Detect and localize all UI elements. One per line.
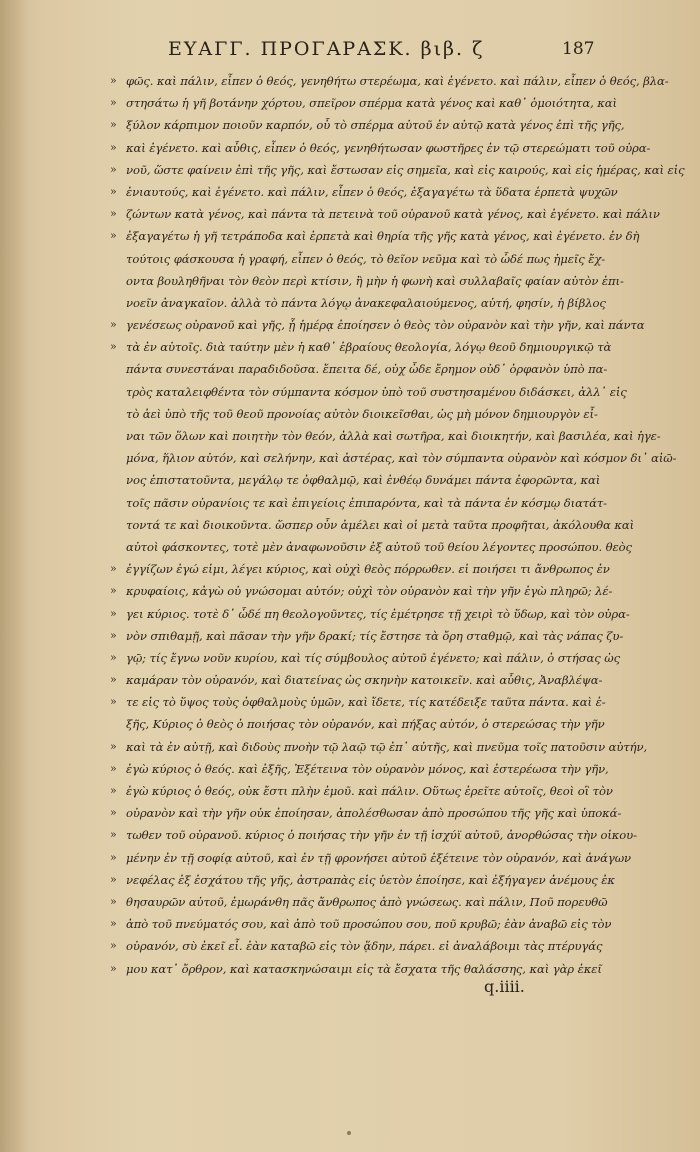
text-line — [76, 114, 625, 136]
quotation-mark: » — [110, 628, 117, 642]
signature-mark: q.iiii. — [484, 977, 525, 996]
line-text: νος ἐπιστατοῦντα, μεγάλῳ τε ὀφθαλμῷ, καὶ ἐνθέῳ δυνάμει πάντα ἐφορῶντα, καὶ — [126, 473, 601, 488]
quotation-mark: » — [110, 872, 117, 886]
line-text: ναι τῶν ὅλων καὶ ποιητὴν τὸν θεόν, ἀλλὰ καὶ σωτῆρα, καὶ διοικητήν, καὶ βασιλέα, καὶ ἡγε- — [126, 429, 661, 443]
text-line — [76, 536, 632, 558]
text-line — [76, 558, 610, 580]
quotation-mark: » — [110, 695, 117, 709]
text-line — [76, 425, 661, 447]
line-text: ἐγγίζων ἐγώ εἰμι, λέγει κύριος, καὶ οὐχὶ θεὸς πόρρωθεν. εἰ ποιήσει τι ἄνθρωπος ἐν — [126, 562, 610, 577]
quotation-mark: » — [110, 184, 117, 198]
text-line — [76, 514, 635, 536]
line-text: ἐνιαυτούς, καὶ ἐγένετο. καὶ πάλιν, εἶπεν ὁ θεός, ἐξαγαγέτω τὰ ὕδατα ἑρπετὰ ψυχῶν — [126, 184, 618, 199]
quotation-mark: » — [110, 894, 117, 908]
text-line — [76, 381, 627, 403]
line-text: νοεῖν ἀναγκαῖον. ἀλλὰ τὸ πάντα λόγῳ ἀνακεφαλαιούμενος, αὐτή, φησίν, ἡ βίβλος — [126, 295, 606, 310]
text-line — [76, 203, 660, 225]
quotation-mark: » — [110, 939, 117, 953]
text-line — [76, 891, 608, 913]
text-line — [76, 358, 608, 380]
text-line — [76, 847, 631, 869]
text-line — [76, 159, 685, 181]
text-line — [76, 70, 669, 92]
quotation-mark: » — [110, 806, 117, 820]
quotation-mark: » — [110, 961, 117, 975]
line-text: αὐτοὶ φάσκοντες, τοτὲ μὲν ἀναφωνοῦσιν ἐξ αὐτοῦ τοῦ θείου λέγοντες προσώπου. θεὸς — [126, 539, 632, 554]
quotation-mark: » — [110, 761, 117, 775]
text-line — [76, 92, 617, 114]
line-text: μου κατ᾽ ὄρθρον, καὶ κατασκηνώσαιμι εἰς τὰ ἔσχατα τῆς θαλάσσης, καὶ γὰρ ἐκεῖ — [126, 961, 602, 976]
text-line — [76, 181, 618, 203]
line-text: νοῦ, ὥστε φαίνειν ἐπὶ τῆς γῆς, καὶ ἔστωσαν εἰς σημεῖα, καὶ εἰς καιρούς, καὶ εἰς ἡμέρας, καὶ εἰς — [126, 162, 685, 177]
text-line — [76, 780, 613, 802]
text-line — [76, 647, 620, 669]
line-text: νὸν σπιθαμῇ, καὶ πᾶσαν τὴν γῆν δρακί; τίς ἔστησε τὰ ὄρη σταθμῷ, καὶ τὰς νάπας ζυ- — [126, 628, 624, 643]
line-text: μένην ἐν τῇ σοφίᾳ αὐτοῦ, καὶ ἐν τῇ φρονήσει αὐτοῦ ἐξέτεινε τὸν οὐρανόν, καὶ ἀνάγων — [126, 850, 631, 865]
line-text: τούτοις φάσκουσα ἡ γραφή, εἶπεν ὁ θεός, τὸ θεῖον νεῦμα καὶ τὸ ὧδέ πως ἡμεῖς ἔχ- — [126, 251, 606, 266]
quotation-mark: » — [110, 739, 117, 753]
line-text: τρὸς καταλειφθέντα τὸν σύμπαντα κόσμον ὑπὸ τοῦ συστησαμένου διδάσκει, ἀλλ᾽ εἰς — [126, 384, 627, 399]
text-line — [76, 935, 603, 957]
quotation-mark: » — [110, 784, 117, 797]
quotation-mark: » — [110, 650, 117, 664]
line-text: τὰ ἐν αὐτοῖς. διὰ ταύτην μὲν ἡ καθ᾽ ἑβραίους θεολογία, λόγῳ θεοῦ δημιουργικῷ τὰ — [126, 340, 612, 355]
text-line — [76, 137, 651, 159]
quotation-mark: » — [110, 229, 117, 243]
text-line — [76, 580, 613, 602]
running-head — [0, 38, 700, 64]
text-line — [76, 447, 677, 469]
text-line — [76, 913, 612, 935]
line-text: καὶ ἐγένετο. καὶ αὖθις, εἶπεν ὁ θεός, γενηθήτωσαν φωστῆρες ἐν τῷ στερεώματι τοῦ οὐρα- — [126, 140, 651, 155]
text-line — [76, 669, 603, 691]
text-line — [76, 625, 624, 647]
text-line — [76, 603, 630, 625]
line-text: κρυφαίοις, κἀγὼ οὐ γνώσομαι αὐτόν; οὐχὶ τὸν οὐρανὸν καὶ τὴν γῆν ἐγὼ πληρῶ; λέ- — [126, 584, 613, 599]
quotation-mark: » — [110, 118, 117, 132]
line-text: γῷ; τίς ἔγνω νοῦν κυρίου, καὶ τίς σύμβουλος αὐτοῦ ἐγένετο; καὶ πάλιν, ὁ στήσας ὡς — [126, 650, 620, 665]
line-text: οντα βουληθῆναι τὸν θεὸν περὶ κτίσιν, ἢ μὴν ἡ φωνὴ καὶ συλλαβαῖς φαίαν αὐτὸν ἐπι- — [126, 273, 624, 288]
quotation-mark: » — [110, 74, 117, 87]
text-line — [76, 713, 605, 735]
quotation-mark: » — [110, 828, 117, 842]
quotation-mark: » — [110, 340, 117, 354]
line-text: θησαυρῶν αὐτοῦ, ἐμωράνθη πᾶς ἄνθρωπος ἀπὸ γνώσεως. καὶ πάλιν, Ποῦ πορευθῶ — [126, 894, 608, 909]
line-text: τε εἰς τὸ ὕψος τοὺς ὀφθαλμοὺς ὑμῶν, καὶ ἴδετε, τίς κατέδειξε ταῦτα πάντα. καὶ ἑ- — [126, 695, 606, 710]
quotation-mark: » — [110, 207, 117, 221]
text-line — [76, 802, 622, 824]
line-text: γει κύριος. τοτὲ δ᾽ ὧδέ πη θεολογοῦντες, τίς ἐμέτρησε τῇ χειρὶ τὸ ὕδωρ, καὶ τὸν οὐρα- — [126, 606, 630, 621]
text-line — [76, 758, 609, 780]
page-number: 187 — [562, 39, 595, 59]
line-text: τοῖς πᾶσιν οὐρανίοις τε καὶ ἐπιγείοις ἐπιπαρόντα, καὶ τὰ πάντα ἐν κόσμῳ διατάτ- — [126, 495, 607, 510]
line-text: πάντα συνεστάναι παραδιδοῦσα. ἔπειτα δέ, οὐχ ὧδε ἔρημον οὐδ᾽ ὀρφανὸν ὑπὸ πα- — [126, 362, 608, 377]
line-text: τὸ ἀεὶ ὑπὸ τῆς τοῦ θεοῦ προνοίας αὐτὸν διοικεῖσθαι, ὡς μὴ μόνον δημιουργὸν εἶ- — [126, 406, 598, 421]
quotation-mark: » — [110, 318, 117, 332]
text-line — [76, 492, 607, 514]
line-text: τοντά τε καὶ διοικοῦντα. ὥσπερ οὖν ἀμέλει καὶ οἱ μετὰ ταῦτα προφῆται, ἀκόλουθα καὶ — [126, 517, 635, 532]
line-text: ἐγὼ κύριος ὁ θεός, οὐκ ἔστι πλὴν ἐμοῦ. καὶ πάλιν. Οὕτως ἐρεῖτε αὐτοῖς, θεοὶ οἳ τὸν — [126, 784, 613, 798]
text-block — [76, 70, 685, 980]
line-text: ἐγὼ κύριος ὁ θεός. καὶ ἑξῆς, Ἐξέτεινα τὸν οὐρανὸν μόνος, καὶ ἐστερέωσα τὴν γῆν, — [126, 761, 609, 776]
text-line — [76, 292, 606, 314]
quotation-mark: » — [110, 162, 117, 176]
text-line — [76, 869, 615, 891]
line-text: στησάτω ἡ γῆ βοτάνην χόρτου, σπεῖρον σπέρμα κατὰ γένος καὶ καθ᾽ ὁμοιότητα, καὶ — [126, 96, 617, 111]
quotation-mark: » — [110, 917, 117, 931]
text-line — [76, 824, 637, 846]
line-text: νεφέλας ἐξ ἐσχάτου τῆς γῆς, ἀστραπὰς εἰς ὑετὸν ἐποίησε, καὶ ἐξήγαγεν ἀνέμους ἐκ — [126, 872, 615, 887]
line-text: μόνα, ἥλιον αὐτόν, καὶ σελήνην, καὶ ἀστέρας, καὶ τὸν σύμπαντα οὐρανὸν καὶ κόσμον δι᾽ αἰῶ- — [126, 451, 677, 466]
text-line — [76, 336, 612, 358]
line-text: ἐξαγαγέτω ἡ γῆ τετράποδα καὶ ἑρπετὰ καὶ θηρία τῆς γῆς κατὰ γένος, καὶ ἐγένετο. ἐν δὴ — [126, 229, 640, 244]
line-text: ζώντων κατὰ γένος, καὶ πάντα τὰ πετεινὰ τοῦ οὐρανοῦ κατὰ γένος, καὶ ἐγένετο. καὶ πάλιν — [126, 207, 660, 222]
line-text: γενέσεως οὐρανοῦ καὶ γῆς, ᾗ ἡμέρᾳ ἐποίησεν ὁ θεὸς τὸν οὐρανὸν καὶ τὴν γῆν, καὶ πάντα — [126, 318, 645, 333]
quotation-mark: » — [110, 140, 117, 154]
line-text: φῶς. καὶ πάλιν, εἶπεν ὁ θεός, γενηθήτω στερέωμα, καὶ ἐγένετο. καὶ πάλιν, εἶπεν ὁ θεός, βλα- — [126, 74, 669, 88]
quotation-mark: » — [110, 606, 117, 620]
text-line — [76, 225, 640, 247]
line-text: οὐρανόν, σὺ ἐκεῖ εἶ. ἐὰν καταβῶ εἰς τὸν ᾅδην, πάρει. εἰ ἀναλάβοιμι τὰς πτέρυγάς — [126, 939, 603, 954]
line-text: τωθεν τοῦ οὐρανοῦ. κύριος ὁ ποιήσας τὴν γῆν ἐν τῇ ἰσχύϊ αὐτοῦ, ἀνορθώσας τὴν οἰκου- — [126, 828, 637, 843]
quotation-mark: » — [110, 584, 117, 598]
text-line — [76, 469, 601, 491]
line-text: καμάραν τὸν οὐρανόν, καὶ διατείνας ὡς σκηνὴν κατοικεῖν. καὶ αὖθις, Ἀναβλέψα- — [126, 673, 603, 688]
text-line — [76, 270, 624, 292]
text-line — [76, 314, 645, 336]
line-text: καὶ τὰ ἐν αὐτῇ, καὶ διδοὺς πνοὴν τῷ λαῷ τῷ ἐπ᾽ αὐτῆς, καὶ πνεῦμα τοῖς πατοῦσιν αὐτήν, — [126, 739, 648, 754]
quotation-mark: » — [110, 562, 117, 576]
text-line — [76, 403, 598, 425]
line-text: ξύλον κάρπιμον ποιοῦν καρπόν, οὗ τὸ σπέρμα αὐτοῦ ἐν αὐτῷ κατὰ γένος ἐπὶ τῆς γῆς, — [126, 118, 625, 133]
quotation-mark: » — [110, 850, 117, 864]
line-text: οὐρανὸν καὶ τὴν γῆν οὐκ ἐποίησαν, ἀπολέσθωσαν ἀπὸ προσώπου τῆς γῆς καὶ ὑποκά- — [126, 806, 622, 821]
gutter-shadow — [0, 0, 28, 1152]
line-text: ξῆς, Κύριος ὁ θεὸς ὁ ποιήσας τὸν οὐρανόν, καὶ πήξας αὐτόν, ὁ στερεώσας τὴν γῆν — [126, 717, 605, 732]
quotation-mark: » — [110, 96, 117, 110]
text-line — [76, 736, 648, 758]
text-line — [76, 691, 606, 713]
text-line — [76, 248, 606, 270]
running-head-title: ΕΥΑΓΓ. ΠΡΟΓΑΡΑΣΚ. βιβ. ζ — [168, 38, 485, 60]
quotation-mark: » — [110, 673, 117, 687]
line-text: ἀπὸ τοῦ πνεύματός σου, καὶ ἀπὸ τοῦ προσώπου σου, ποῦ κρυβῶ; ἐὰν ἀναβῶ εἰς τὸν — [126, 917, 612, 932]
page-dot — [347, 1131, 351, 1135]
